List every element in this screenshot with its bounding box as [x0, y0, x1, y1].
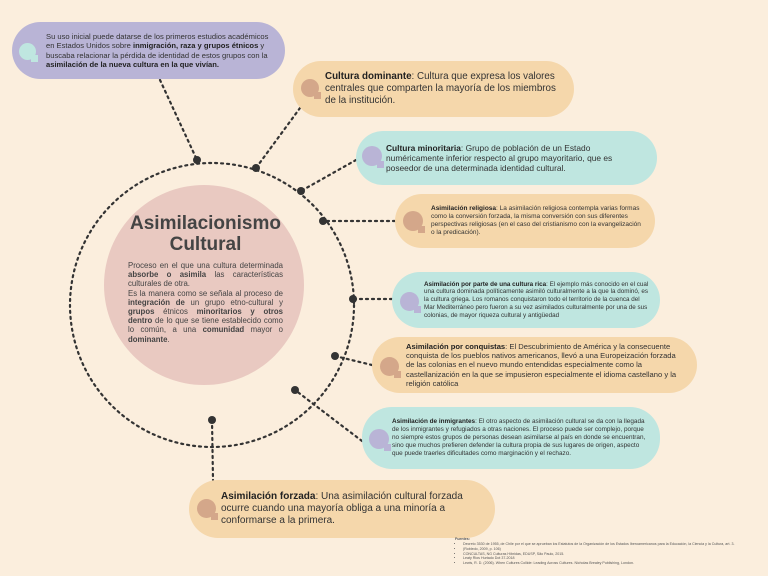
- body-text: : El Descubrimiento de América y la consecuente conquista de los pueblos nativos americanos, llevó a una Europeización forzada de las colonias en el nuevo mundo entendidas especialmente como la castellanización en la que se impusieron especialmente el idioma castellano y la religión católica: [406, 341, 677, 388]
- ring-node: [331, 352, 339, 360]
- sources-items: [455, 542, 765, 566]
- source-item: • Decreto 3530 de 1955, de Chile por el que se aprueban los Estatutos de la Organización de los Estados Iberoamericanos para la Educación, la Ciencia y la Cultura, art. 3.: [463, 542, 765, 547]
- bubble-marker-icon: [403, 211, 423, 231]
- bubble-text: [406, 342, 683, 388]
- emphasis-text: dominante: [128, 334, 168, 344]
- source-item: • (Robledo, 2009, p. 106): [463, 547, 765, 552]
- source-item: • Leaty Rios Hurtado Dot 37-2018: [463, 556, 765, 561]
- bubble-marker-icon: [197, 499, 216, 518]
- emphasis-text: asimilación de la nueva cultura en la que vivían.: [46, 59, 220, 69]
- bubble-text: [424, 281, 650, 319]
- bubble-text: [46, 32, 273, 69]
- emphasis-text: Asimilación religiosa: [431, 205, 497, 213]
- bubble-conquistas: [372, 337, 697, 393]
- body-text: mayor o: [244, 325, 283, 335]
- bubble-asimilacion-religiosa: [395, 194, 655, 248]
- body-text: las características culturales de otra.: [128, 270, 283, 289]
- link-origen: [160, 80, 197, 160]
- central-concept-circle: [104, 185, 304, 385]
- body-text: étnicos: [154, 306, 197, 316]
- central-definition: [128, 261, 283, 289]
- emphasis-text: Cultura dominante: [325, 71, 412, 83]
- bubble-cultura-dominante: [293, 61, 574, 117]
- emphasis-text: Cultura minoritaria: [386, 142, 461, 153]
- emphasis-text: Asimilación por parte de una cultura rica: [424, 280, 547, 288]
- link-cultura-minoritaria: [301, 160, 356, 191]
- bubble-cultura-minoritaria: [356, 131, 657, 185]
- bubble-text: [221, 491, 479, 528]
- central-title-line-1: Asimilacionismo: [130, 213, 281, 234]
- emphasis-text: inmigración, raza y grupos étnicos: [132, 41, 259, 51]
- central-explanation: [128, 289, 283, 344]
- body-text: : Una asimilación cultural forzada ocurre cuando una mayoría obliga a una minoría a conformarse a la primera.: [221, 490, 463, 527]
- ring-node: [291, 386, 299, 394]
- bubble-marker-icon: [362, 146, 382, 166]
- emphasis-text: Asimilación de inmigrantes: [392, 418, 476, 426]
- bubble-text: [431, 205, 643, 237]
- bubble-origen: [12, 22, 285, 79]
- body-text: y buscaba relacionar la pérdida de identidad de estos grupos con la: [46, 41, 268, 60]
- bubble-forzada: [189, 480, 495, 538]
- body-text: Es la manera como se señala al proceso de: [128, 288, 283, 298]
- bubble-text: [386, 143, 637, 174]
- emphasis-text: comunidad: [202, 325, 245, 335]
- body-text: Su uso inicial puede datarse de los primeros estudios académicos en Estados Unidos sobre: [46, 32, 269, 51]
- sources-list: [455, 537, 765, 566]
- emphasis-text: integración de: [128, 297, 185, 307]
- link-forzada: [212, 420, 213, 480]
- body-text: : La asimilación religiosa contempla varias formas como la conversión forzada, la misma conversión con sus diferentes perspectivas religiosas (en el caso del cristianismo con la evangelización o la predicación).: [431, 205, 641, 236]
- ring-node: [319, 217, 327, 225]
- bubble-marker-icon: [301, 79, 319, 97]
- link-inmigrantes: [295, 390, 362, 441]
- emphasis-text: Asimilación forzada: [221, 490, 316, 502]
- source-item: • Lewis, R. D. (2006). When Cultures Collide: Leading Across Cultures. Nicholas Brealey Publishing, London.: [463, 561, 765, 566]
- body-text: de lo que se tiene establecido como lo común, a una: [128, 316, 283, 335]
- bubble-marker-icon: [369, 429, 389, 449]
- central-title: [128, 213, 283, 255]
- sources-heading: Fuentes:: [455, 537, 470, 541]
- bubble-marker-icon: [19, 43, 36, 60]
- body-text: : Grupo de población de un Estado numéricamente inferior respecto al grupo mayoritario, que es poseedor de una determinada identidad cultural.: [386, 142, 613, 174]
- bubble-cultura-rica: [392, 272, 660, 328]
- body-text: : El ejemplo más conocido en el cual una cultura dominada políticamente asimiló culturalmente a la que la dominó, es la cultura griega. Los romanos conquistaron todo el territorio de la cuenca del Mar Mediterráneo pero fueron a su vez asimilados culturalmente por una de sus colonias, de mayor riqueza cultural y antigüedad: [424, 280, 649, 319]
- bubble-text: [325, 71, 560, 107]
- bubble-text: [392, 418, 646, 457]
- central-title-line-2: Cultural: [169, 234, 242, 255]
- body-text: : Cultura que expresa los valores centrales que comparten la mayoría de los miembros de la institución.: [325, 71, 556, 106]
- ring-node: [193, 156, 201, 164]
- emphasis-text: Asimilación por conquistas: [406, 341, 506, 351]
- ring-node: [349, 295, 357, 303]
- link-cultura-dominante: [256, 108, 300, 168]
- emphasis-text: minoritarios y otros dentro: [128, 306, 283, 326]
- bubble-marker-icon: [380, 357, 399, 376]
- emphasis-text: absorbe o asimila: [128, 270, 207, 280]
- body-text: .: [167, 334, 170, 344]
- bubble-marker-icon: [400, 292, 419, 311]
- body-text: un grupo etno-cultural y: [184, 297, 283, 307]
- ring-node: [252, 164, 260, 172]
- ring-node: [208, 416, 216, 424]
- ring-node: [297, 187, 305, 195]
- bubble-inmigrantes: [362, 407, 660, 469]
- source-item: • CONCULTAS, NG Culturas Híbridas, EDUSP, São Paulo, 2015.: [463, 552, 765, 557]
- body-text: : El otro aspecto de asimilación cultural se da con la llegada de los inmigrantes y refugiados a otras naciones. El proceso puede ser complejo, porque no siempre estos grupos de personas desean asimilarse al país en donde se encuentran, sino que muchos prefieren defender la cultura propia de sus lugares de origen, aspecto que puede traerles dificultades como marginación y el rechazo.: [392, 418, 646, 457]
- body-text: Proceso en el que una cultura determinada: [128, 261, 283, 270]
- emphasis-text: grupos: [128, 306, 155, 316]
